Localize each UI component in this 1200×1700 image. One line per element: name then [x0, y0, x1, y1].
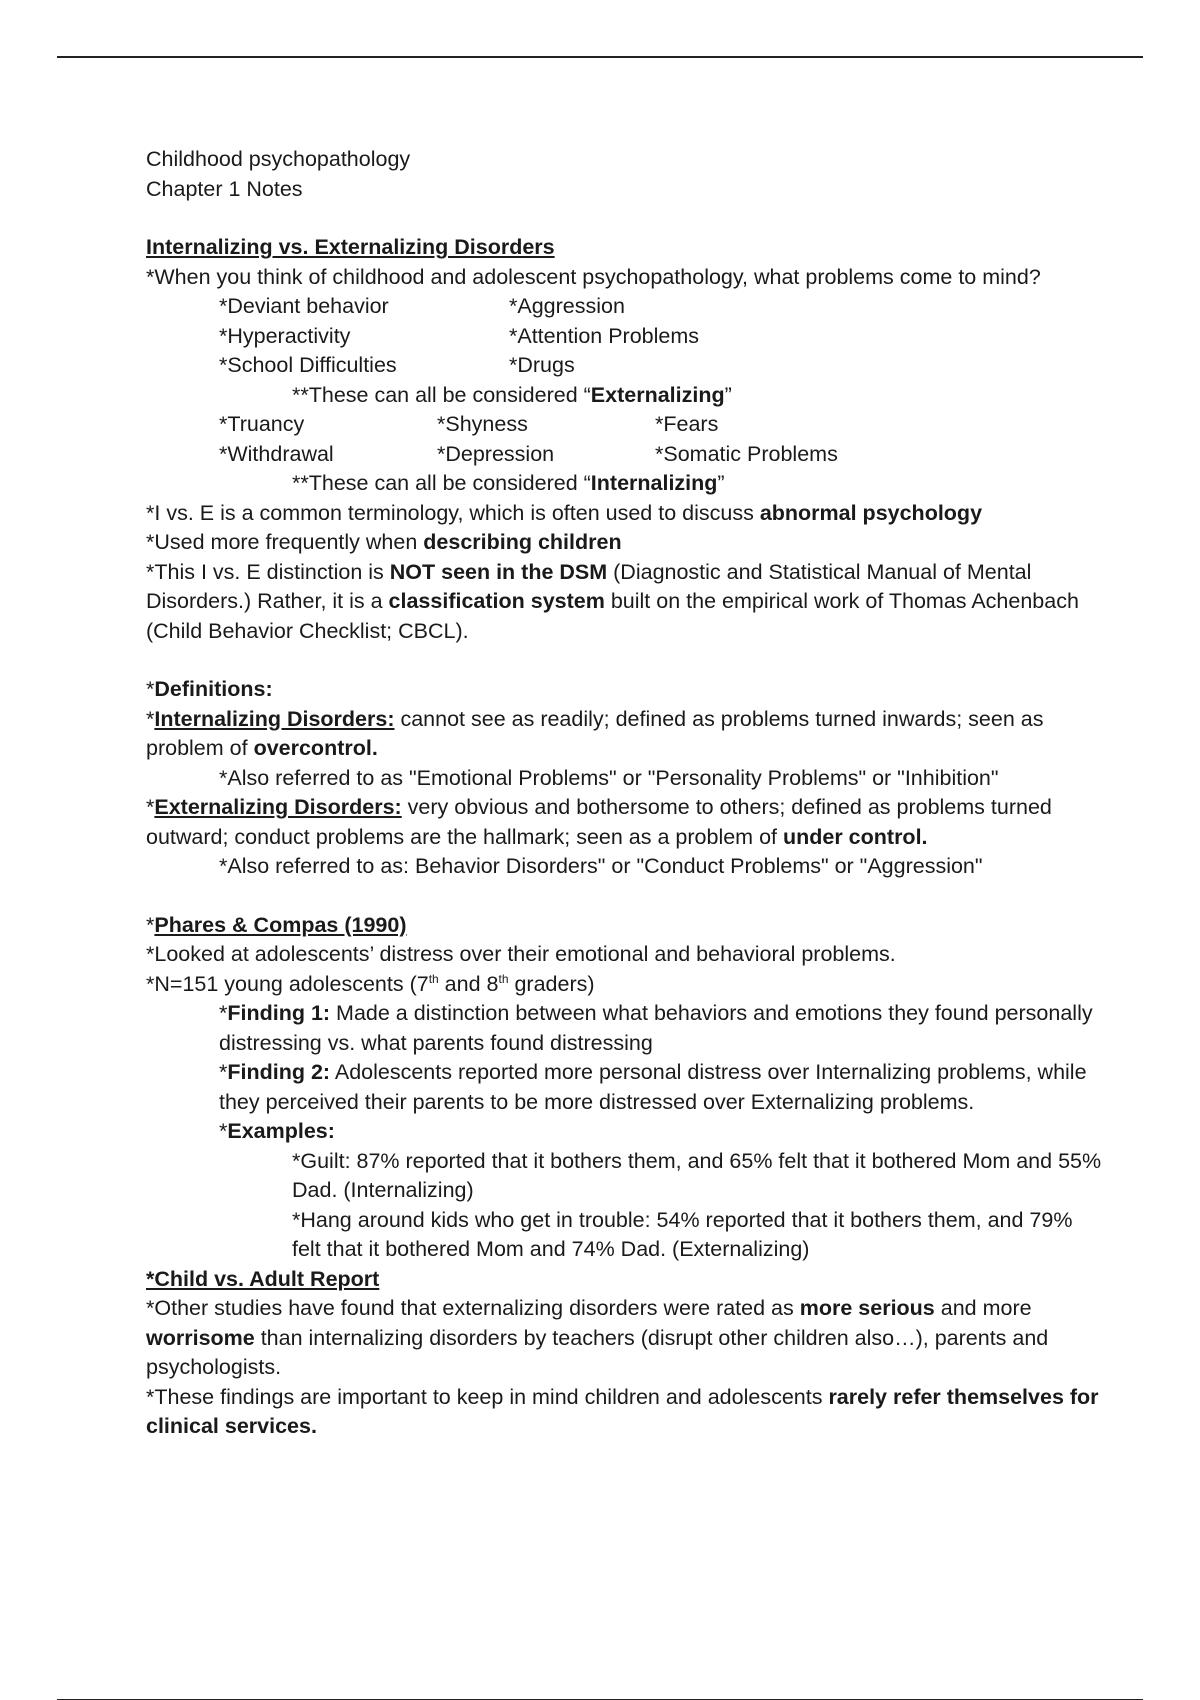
int-note: **These can all be considered “Internalizing” — [292, 471, 725, 495]
int-list-row — [146, 410, 1106, 440]
list-item: *School Difficulties — [219, 353, 397, 377]
internalizing-definition: *Internalizing Disorders: cannot see as readily; defined as problems turned inwards; seen as problem of overcontrol. — [146, 706, 1044, 760]
example-guilt: *Guilt: 87% reported that it bothers them, and 65% felt that it bothered Mom and 55% Dad. (Internalizing) — [292, 1148, 1102, 1202]
ext-note: **These can all be considered “Externalizing” — [292, 382, 732, 407]
ie-children-line: *Used more frequently when describing children — [146, 530, 622, 554]
ie-terminology-line: *I vs. E is a common terminology, which is often used to discuss abnormal psychology — [146, 500, 983, 525]
doc-subtitle: Chapter 1 Notes — [146, 176, 303, 201]
example-trouble: *Hang around kids who get in trouble: 54% reported that it bothers them, and 79% felt that it bothered Mom and 74% Dad. (Externalizing) — [292, 1207, 1073, 1261]
list-item: *Aggression — [509, 294, 625, 318]
phares-line: *Looked at adolescents’ distress over their emotional and behavioral problems. — [146, 942, 896, 966]
list-item: *Depression — [437, 441, 555, 466]
spacer — [146, 882, 1106, 911]
spacer — [146, 646, 1106, 675]
list-item: *Hyperactivity — [219, 323, 351, 348]
section-heading-ie: Internalizing vs. Externalizing Disorders — [146, 235, 555, 259]
internalizing-aka: *Also referred to as "Emotional Problems" or "Personality Problems" or "Inhibition" — [219, 765, 999, 790]
finding-2: *Finding 2: Adolescents reported more personal distress over Internalizing problems, while they perceived their parents to be more distressed over Externalizing problems. — [219, 1060, 1087, 1114]
externalizing-aka: *Also referred to as: Behavior Disorders" or "Conduct Problems" or "Aggression" — [219, 854, 983, 878]
child-adult-paragraph-2: *These findings are important to keep in mind children and adolescents rarely refer themselves for clinical services. — [146, 1384, 1099, 1438]
finding-1: *Finding 1: Made a distinction between what behaviors and emotions they found personally distressing vs. what parents found distressing — [219, 1001, 1093, 1055]
child-adult-paragraph-1: *Other studies have found that externalizing disorders were rated as more serious and more worrisome than internalizing disorders by teachers (disrupt other children also…), parents and psychologists. — [146, 1296, 1049, 1379]
document-body — [146, 145, 1106, 1442]
list-item: *Attention Problems — [509, 323, 700, 348]
doc-title: Childhood psychopathology — [146, 147, 411, 171]
phares-heading: *Phares & Compas (1990) — [146, 912, 407, 937]
sample-line: *N=151 young adolescents (7th and 8th graders) — [146, 971, 595, 996]
spacer — [146, 204, 1106, 233]
list-item: *Shyness — [437, 412, 528, 436]
ext-list-row — [146, 351, 1106, 381]
list-item: *Truancy — [219, 412, 305, 436]
list-item: *Deviant behavior — [219, 294, 389, 318]
list-item: *Withdrawal — [219, 441, 334, 466]
list-item: *Fears — [655, 412, 719, 436]
definitions-heading: *Definitions: — [146, 677, 273, 701]
examples-heading: *Examples: — [219, 1119, 335, 1143]
list-item: *Drugs — [509, 353, 575, 377]
child-adult-heading: *Child vs. Adult Report — [146, 1266, 380, 1291]
dsm-paragraph: *This I vs. E distinction is NOT seen in the DSM (Diagnostic and Statistical Manual of Mental Disorders.) Rather, it is a classification system built on the empirical work of Thomas Achenbach (Child Behavior Checklist; CBCL). — [146, 559, 1079, 643]
int-list-row — [146, 440, 1106, 470]
question-line: *When you think of childhood and adolescent psychopathology, what problems come to mind? — [146, 264, 1041, 289]
top-rule — [57, 56, 1143, 58]
list-item: *Somatic Problems — [655, 441, 838, 466]
ext-list-row — [146, 322, 1106, 352]
ext-list-row — [146, 292, 1106, 322]
externalizing-definition: *Externalizing Disorders: very obvious and bothersome to others; defined as problems turned outward; conduct problems are the hallmark; seen as a problem of under control. — [146, 795, 1052, 849]
